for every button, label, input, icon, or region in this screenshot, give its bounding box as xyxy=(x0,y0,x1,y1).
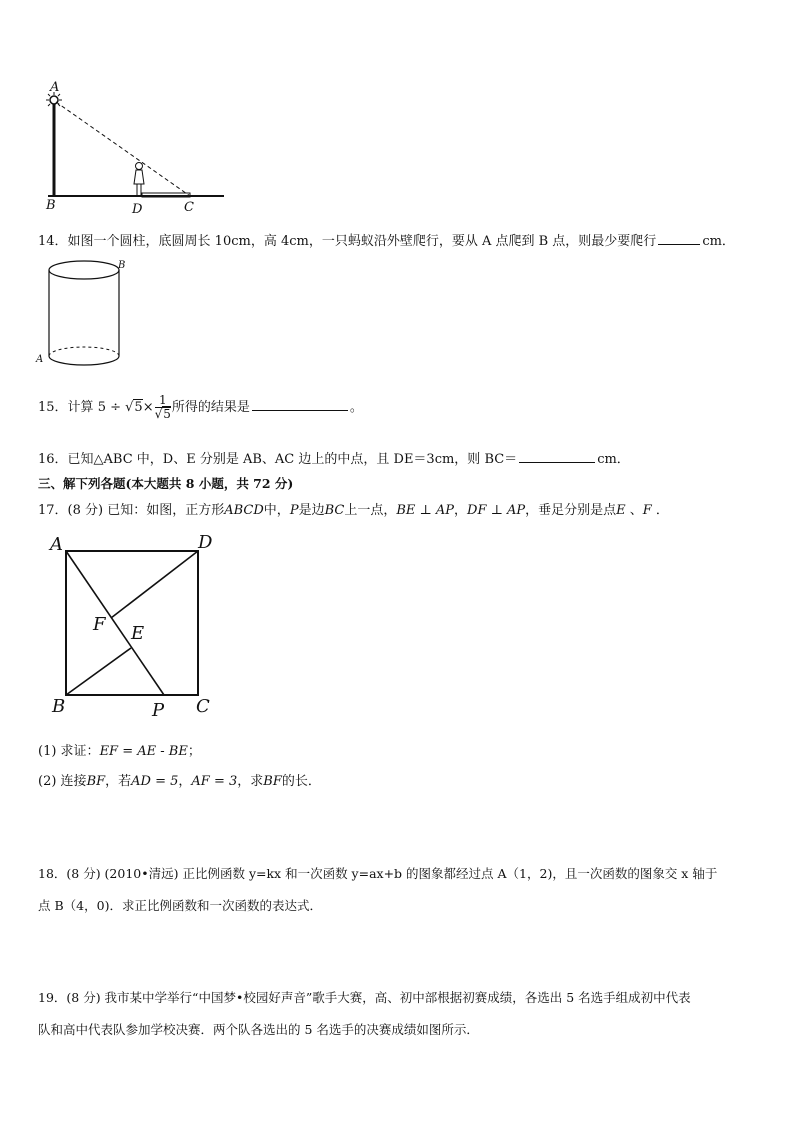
sq-label-A: A xyxy=(50,534,63,555)
q15-times: × xyxy=(142,400,154,415)
q15-prefix: 15．计算 xyxy=(38,400,94,415)
shadow-figure-drawing xyxy=(38,78,238,218)
q17-sep: 、 xyxy=(625,503,643,518)
q15-expr-a: 5 ÷ xyxy=(97,400,126,415)
label-A: A xyxy=(50,80,60,95)
q17-part-1 xyxy=(38,740,201,759)
shadow-figure xyxy=(38,78,238,218)
q17-e: E xyxy=(616,503,626,518)
q17-part2-sep: ， xyxy=(178,774,192,789)
sq-label-C: C xyxy=(196,696,210,717)
q16-text: 16．已知△ABC 中，D、E 分别是 AB、AC 边上的中点，且 DE＝3cm，则 BC＝ xyxy=(38,452,518,467)
q17-part1-expr: EF = AE - BE xyxy=(99,744,188,759)
q17-part2-mid2: ，求 xyxy=(237,774,264,789)
question-19-line1: 19．(8 分) 我市某中学举行“中国梦•校园好声音”歌手大赛，高、初中部根据初赛成绩，各选出 5 名选手组成初中代表 xyxy=(38,990,691,1005)
answer-blank[interactable] xyxy=(658,232,700,245)
q17-part1-prefix: (1) 求证： xyxy=(38,744,100,759)
cyl-label-A: A xyxy=(36,354,44,365)
q17-p: P xyxy=(289,503,299,518)
cylinder-drawing xyxy=(36,258,136,370)
q17-stem: 中， xyxy=(263,503,290,518)
q17-stem: ，垂足分别是点 xyxy=(525,503,617,518)
label-B: B xyxy=(46,198,56,213)
answer-blank[interactable] xyxy=(252,398,348,411)
q17-part2-prefix: (2) 连接 xyxy=(38,774,87,789)
section-heading: 三、解下列各题(本大题共 8 小题，共 72 分) xyxy=(38,476,294,491)
q17-stem: 上一点， xyxy=(344,503,397,518)
question-19-line2: 队和高中代表队参加学校决赛．两个队各选出的 5 名选手的决赛成绩如图所示． xyxy=(38,1022,479,1037)
q17-part2-mid: ，若 xyxy=(105,774,132,789)
label-D: D xyxy=(132,202,143,217)
question-15: 15．计算 5 ÷ √5× $\frac{1}{√5}$ 所得的结果是 。 xyxy=(38,393,363,421)
q15-end: 。 xyxy=(349,400,363,415)
cyl-label-B: B xyxy=(118,260,126,271)
sq-label-B: B xyxy=(52,696,66,717)
question-16 xyxy=(38,448,630,467)
cylinder-figure xyxy=(36,258,136,370)
label-C: C xyxy=(184,200,194,215)
q17-part-2 xyxy=(38,770,321,789)
sq-label-D: D xyxy=(198,532,213,553)
question-17 xyxy=(38,499,669,518)
q15-suffix: 所得的结果是 xyxy=(171,400,250,415)
q17-stem: 17．(8 分) 已知：如图，正方形 xyxy=(38,503,225,518)
q17-end: ． xyxy=(651,503,669,518)
q17-abcd: ABCD xyxy=(224,503,264,518)
q14-text: 14．如图一个圆柱，底圆周长 10cm，高 4cm，一只蚂蚁沿外壁爬行，要从 A 点爬到 B 点，则最少要爬行 xyxy=(38,234,657,249)
q15-sqrt-radicand: 5 xyxy=(134,400,143,415)
answer-blank[interactable] xyxy=(519,450,595,463)
q15-frac-den: 5 xyxy=(163,407,171,421)
q17-part2-bf: BF xyxy=(86,774,106,789)
q17-be-ap: BE ⊥ AP xyxy=(396,503,455,518)
q17-bc: BC xyxy=(324,503,345,518)
square-figure xyxy=(48,530,228,726)
q17-part2-end: 的长． xyxy=(281,774,321,789)
sq-label-F: F xyxy=(93,614,106,635)
q17-part2-ad: AD = 5 xyxy=(131,774,179,789)
person-icon xyxy=(134,163,144,196)
q17-part1-end: ； xyxy=(187,744,201,759)
question-18-line2: 点 B（4，0)．求正比例函数和一次函数的表达式． xyxy=(38,898,322,913)
q17-f: F xyxy=(642,503,652,518)
q17-df-ap: DF ⊥ AP xyxy=(467,503,526,518)
q17-part2-bf2: BF xyxy=(263,774,282,789)
sq-label-E: E xyxy=(131,623,145,644)
q17-stem: 是边 xyxy=(298,503,325,518)
q15-frac-num: 1 xyxy=(155,394,171,408)
q16-unit: cm． xyxy=(597,452,630,467)
q17-sep: ， xyxy=(454,503,468,518)
sq-label-P: P xyxy=(152,700,165,721)
question-14 xyxy=(38,230,735,249)
question-18-line1: 18．(8 分) (2010•清远) 正比例函数 y=kx 和一次函数 y=ax+b 的图象都经过点 A（1，2)，且一次函数的图象交 x 轴于 xyxy=(38,866,718,881)
q17-part2-af: AF = 3 xyxy=(191,774,238,789)
q15-fraction: $\frac{1}{√5}$ xyxy=(154,393,171,421)
q14-unit: cm． xyxy=(702,234,735,249)
